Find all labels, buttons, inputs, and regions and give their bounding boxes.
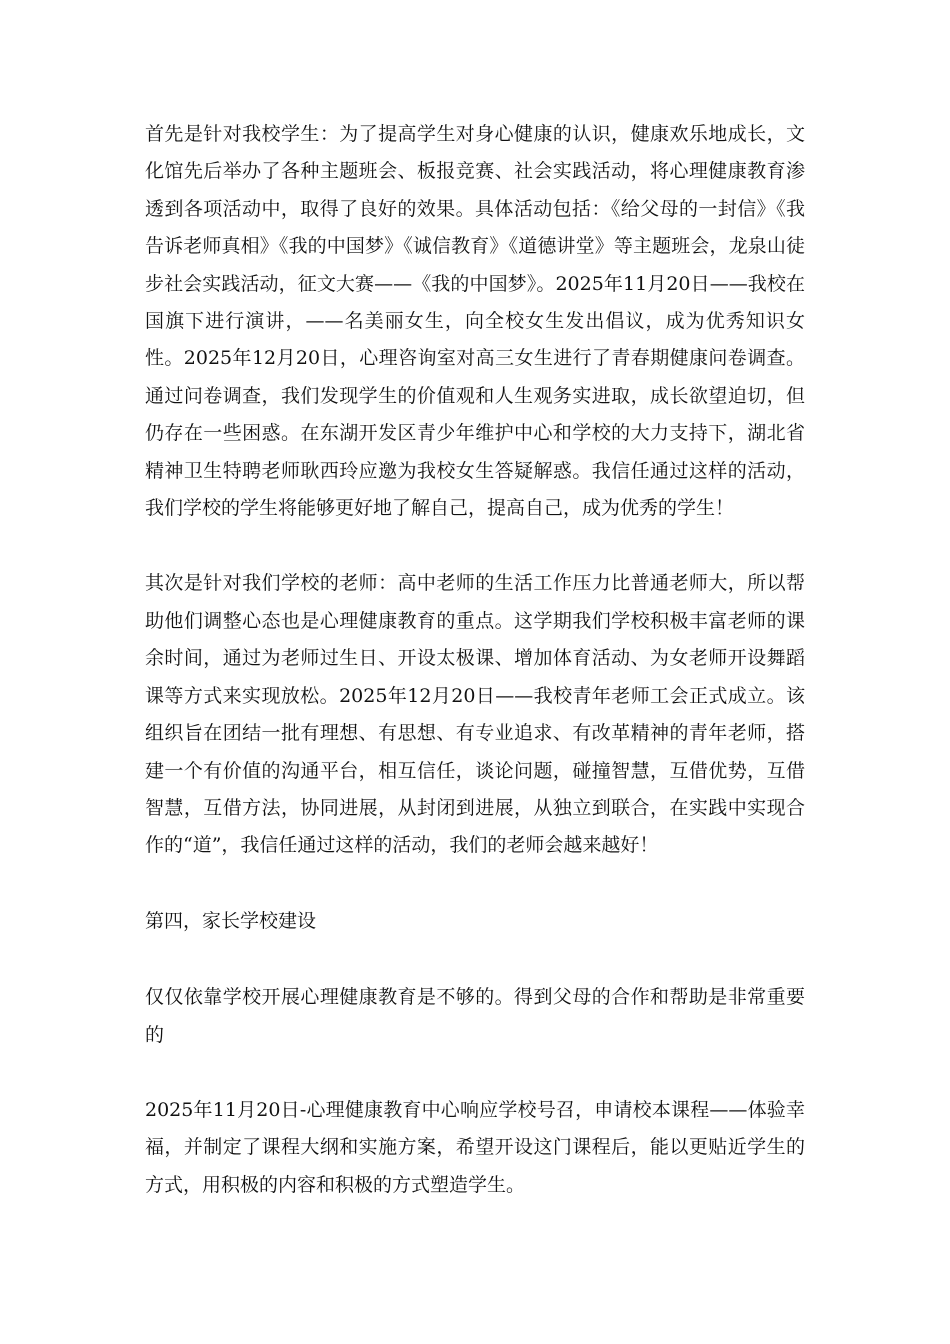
paragraph-course: 2025年11月20日-心理健康教育中心响应学校号召，申请校本课程——体验幸福，并制定了课程大纲和实施方案，希望开设这门课程后，能以更贴近学生的方式，用积极的内容和积极的方式塑造学生。 <box>145 1098 805 1196</box>
paragraph-students: 首先是针对我校学生：为了提高学生对身心健康的认识，健康欢乐地成长，文化馆先后举办了各种主题班会、板报竞赛、社会实践活动，将心理健康教育渗透到各项活动中，取得了良好的效果。具体活动包括：《给父母的一封信》《我告诉老师真相》《我的中国梦》《诚信教育》《道德讲堂》等主题班会，龙泉山徒步社会实践活动，征文大赛——《我的中国梦》。2025年11月20日——我校在国旗下进行演讲，——名美丽女生，向全校女生发出倡议，成为优秀知识女性。2025年12月20日，心理咨询室对高三女生进行了青春期健康问卷调查。通过问卷调查，我们发现学生的价值观和人生观务实进取，成长欲望迫切，但仍存在一些困惑。在东湖开发区青少年维护中心和学校的大力支持下，湖北省精神卫生特聘老师耿西玲应邀为我校女生答疑解惑。我信任通过这样的活动，我们学校的学生将能够更好地了解自己，提高自己，成为优秀的学生！ <box>145 123 805 520</box>
document-body <box>145 116 805 1242</box>
paragraph-parents: 仅仅依靠学校开展心理健康教育是不够的。得到父母的合作和帮助是非常重要的 <box>145 986 805 1046</box>
section-heading-parent-school: 第四，家长学校建设 <box>145 909 317 932</box>
paragraph-teachers: 其次是针对我们学校的老师：高中老师的生活工作压力比普通老师大，所以帮助他们调整心态也是心理健康教育的重点。这学期我们学校积极丰富老师的课余时间，通过为老师过生日、开设太极课、增加体育活动、为女老师开设舞蹈课等方式来实现放松。2025年12月20日——我校青年老师工会正式成立。该组织旨在团结一批有理想、有思想、有专业追求、有改革精神的青年老师，搭建一个有价值的沟通平台，相互信任，谈论问题，碰撞智慧，互借优势，互借智慧，互借方法，协同进展，从封闭到进展，从独立到联合，在实践中实现合作的“道”，我信任通过这样的活动，我们的老师会越来越好！ <box>145 572 805 857</box>
